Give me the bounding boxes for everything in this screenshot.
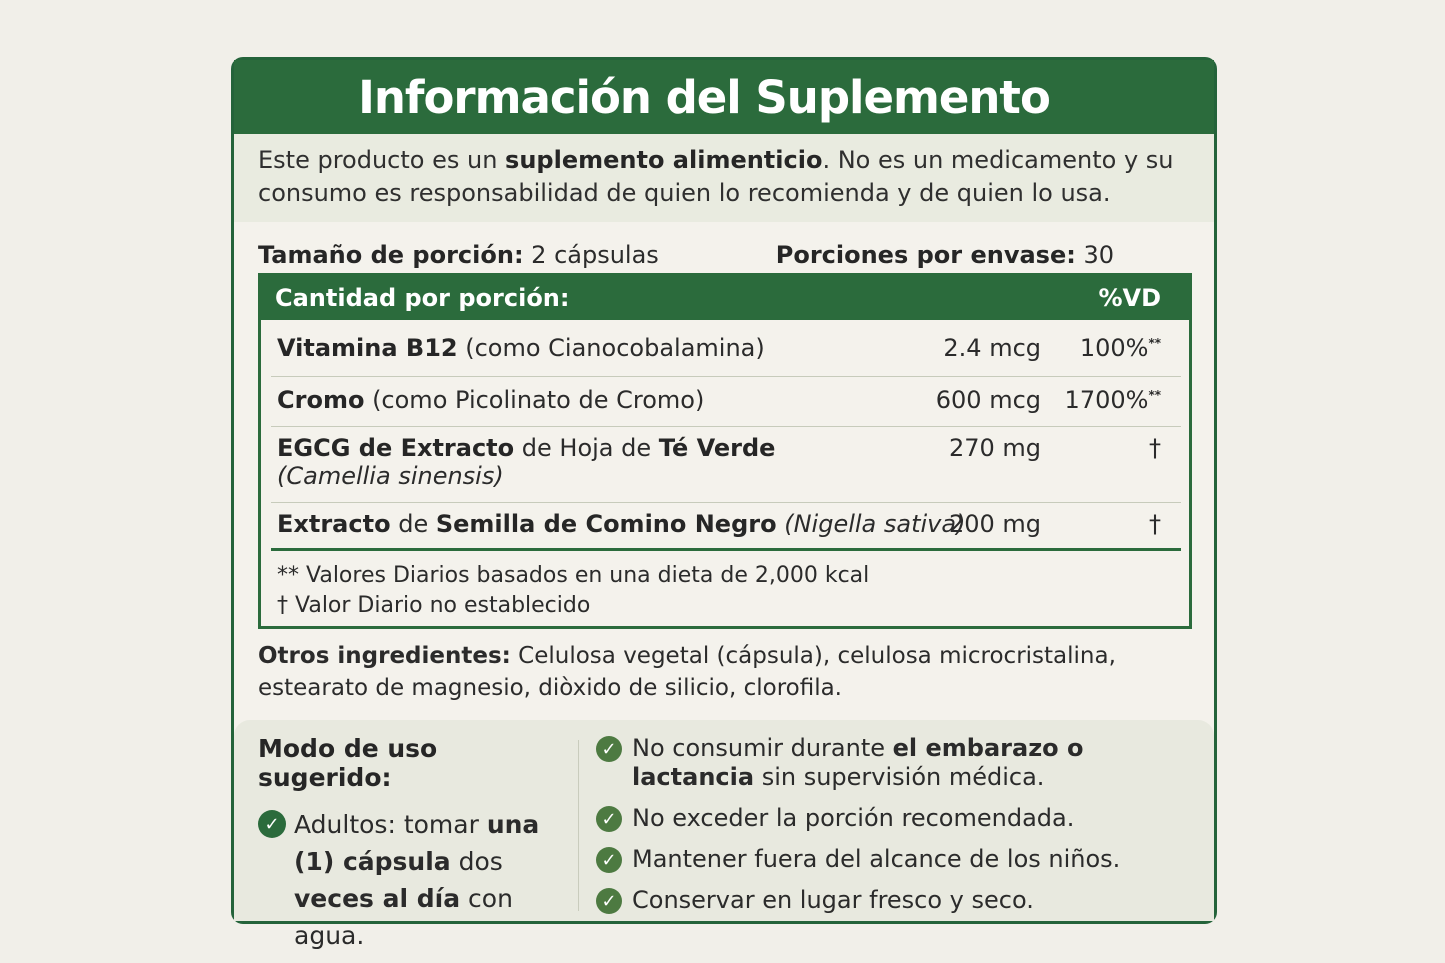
table-row [271, 376, 1181, 427]
usage-mid: dos [450, 847, 503, 876]
servings-per-container-label: Porciones por envase: [775, 240, 1076, 269]
usage-section [234, 720, 1214, 950]
warning-pre: No consumir durante [632, 734, 893, 762]
ingredient-amount: 600 mcg [935, 386, 1041, 414]
warning-item [596, 886, 1196, 915]
usage-item [258, 806, 578, 954]
usage-post: con agua. [294, 884, 513, 950]
dv-value: 100% [1079, 334, 1149, 362]
warning-item [596, 845, 1196, 874]
dv-footnote-mark: ** [1148, 388, 1161, 402]
ingredient-latin-name: (Nigella sativa) [776, 510, 966, 538]
dv-footnote-mark: ** [1148, 336, 1161, 350]
intro-text [234, 134, 1214, 222]
intro-post: . No es un medicamento y su consumo es responsabilidad de quien lo recomienda y de quien lo usa. [258, 146, 1174, 207]
intro-pre: Este producto es un [258, 146, 506, 174]
supplement-facts-card [231, 57, 1217, 950]
ingredient-amount: 270 mg [948, 434, 1041, 462]
other-ingredients-text: Celulosa vegetal (cápsula), celulosa microcristalina, estearato de magnesio, diòxido de silicio, clorofila. [258, 643, 1116, 701]
table-row [271, 426, 1181, 503]
ingredient-rest: (como Picolinato de Cromo) [364, 386, 705, 414]
ingredient-amount: 2.4 mcg [943, 334, 1041, 362]
other-ingredients-label: Otros ingredientes: [258, 643, 511, 669]
ingredient-dv [1080, 334, 1161, 362]
check-circle-icon: ✓ [596, 806, 622, 832]
warning-text: Mantener fuera del alcance de los niños. [632, 845, 1121, 873]
ingredient-bold-2: Té Verde [658, 434, 776, 462]
serving-info [234, 222, 1214, 277]
usage-pre: Adultos: tomar [294, 810, 487, 839]
warning-bold: el embarazo o lactancia [632, 734, 1084, 791]
ingredient-bold-2: Semilla de Comino Negro [435, 510, 777, 538]
usage-dose: una (1) cápsula [294, 810, 540, 876]
check-circle-icon: ✓ [596, 888, 622, 914]
daily-value-header: %VD [1098, 284, 1161, 312]
usage-title: Modo de uso sugerido: [258, 734, 438, 792]
ingredient-name [277, 334, 765, 362]
warning-item [596, 734, 1196, 792]
ingredient-rest: (como Cianocobalamina) [457, 334, 765, 362]
page-title: Información del Suplemento [234, 60, 1214, 134]
ingredient-bold: EGCG de Extracto [277, 434, 515, 462]
table-row [271, 324, 1181, 377]
facts-table [258, 273, 1192, 629]
warning-text: Conservar en lugar fresco y seco. [632, 886, 1034, 914]
footnote-not-established: † Valor Diario no establecido [277, 593, 591, 618]
ingredient-name [277, 386, 704, 414]
serving-size-value: 2 cápsulas [523, 240, 659, 269]
divider [578, 740, 579, 911]
ingredient-dv [1065, 386, 1161, 414]
amount-per-serving-header: Cantidad por porción: [275, 284, 570, 312]
check-circle-icon: ✓ [596, 847, 622, 873]
ingredient-bold: Vitamina B12 [277, 334, 458, 362]
ingredient-dv: † [1149, 434, 1161, 462]
ingredient-name [277, 510, 965, 538]
servings-per-container-value: 30 [1075, 240, 1114, 269]
warnings-list [596, 734, 1196, 927]
serving-size-label: Tamaño de porción: [258, 240, 524, 269]
usage-text [294, 806, 578, 954]
ingredient-latin-name: (Camellia sinensis) [277, 462, 504, 490]
warning-text: No exceder la porción recomendada. [632, 804, 1075, 832]
table-footnotes [271, 548, 1181, 621]
usage-frequency: veces al día [294, 884, 461, 913]
intro-bold: suplemento alimenticio [505, 146, 823, 174]
serving-size [258, 241, 659, 269]
ingredient-mid: de Hoja de [514, 434, 659, 462]
ingredient-name [277, 434, 775, 490]
facts-table-header [261, 276, 1189, 320]
usage-instructions [258, 734, 578, 954]
dv-value: 1700% [1064, 386, 1149, 414]
check-circle-icon: ✓ [258, 810, 286, 838]
ingredient-amount: 200 mg [948, 510, 1041, 538]
ingredient-dv: † [1149, 510, 1161, 538]
footnote-daily-values: ** Valores Diarios basados en una dieta de 2,000 kcal [277, 563, 870, 588]
warning-post: sin supervisión médica. [754, 763, 1045, 791]
ingredient-bold: Cromo [277, 386, 365, 414]
check-circle-icon: ✓ [596, 736, 622, 762]
warning-item [596, 804, 1196, 833]
servings-per-container [776, 241, 1114, 269]
ingredient-bold: Extracto [277, 510, 391, 538]
table-row [271, 502, 1181, 548]
other-ingredients [258, 640, 1158, 704]
ingredient-mid: de [390, 510, 436, 538]
warning-text [632, 734, 1196, 792]
